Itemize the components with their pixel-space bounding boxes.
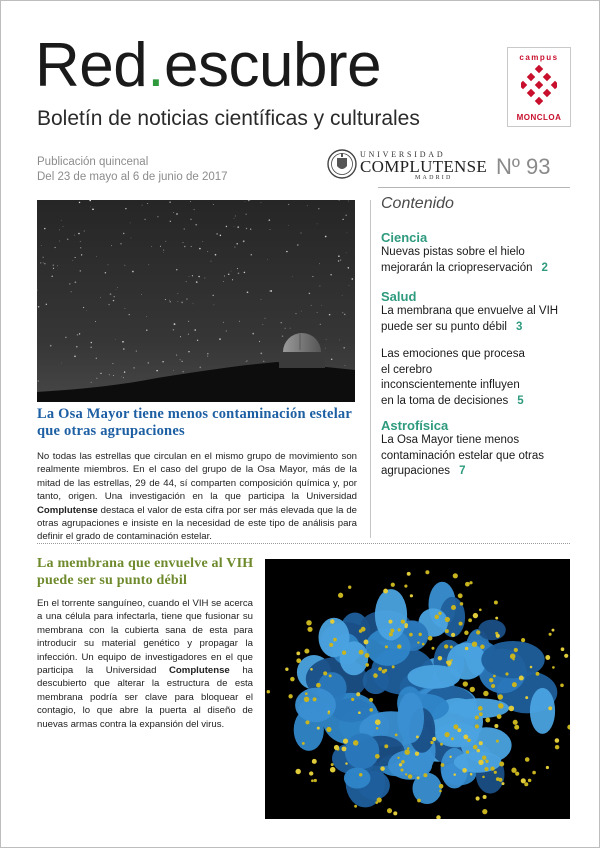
university-city: MADRID — [415, 175, 453, 181]
issue-number: Nº 93 — [496, 154, 551, 179]
campus-moncloa-logo — [507, 47, 571, 127]
contents-entry[interactable] — [381, 245, 571, 276]
title-part2: escubre — [163, 31, 382, 100]
article2-body-text: En el torrente sanguíneo, cuando el VIH se acerca a una célula para infectarla, tiene que fusionar su membrana con la cubierta sana de esta para introducir su material genético y propagar la infección. Un equipo de investigadores en el que participa la Universidad — [37, 598, 253, 677]
newsletter-subtitle: Boletín de noticias científicas y culturales — [37, 107, 420, 130]
contents-entry[interactable] — [381, 347, 531, 409]
contents-entry-text: La Osa Mayor tiene menos contaminación estelar que otras agrupaciones — [381, 434, 545, 477]
publication-dates: Del 23 de mayo al 6 de junio de 2017 — [37, 171, 228, 183]
contents-entry[interactable] — [381, 304, 571, 335]
contents-section-ciencia: Ciencia — [381, 230, 428, 245]
contents-entry-text: Las emociones que procesa el cerebro inconscientemente influyen en la toma de decisiones — [381, 348, 525, 407]
campus-logo-top-text: campus — [519, 53, 559, 62]
cell-micrograph-image — [265, 559, 570, 819]
night-sky-image — [37, 200, 355, 402]
ucm-logo — [327, 147, 488, 183]
contents-entry-page: 3 — [515, 320, 523, 333]
title-dot: . — [147, 31, 164, 100]
contents-entry[interactable] — [381, 433, 565, 480]
article1-body — [37, 450, 357, 544]
contents-entry-text: La membrana que envuelve al VIH puede ser su punto débil — [381, 305, 559, 333]
contents-section-astrofisica: Astrofísica — [381, 418, 449, 433]
article1-body-text-end: destaca el valor de esta cifra por ser más elevada que la de otras agrupaciones e insiste en la necesidad de este tipo de análisis para definir el grado de contaminación estelar. — [37, 504, 357, 543]
contents-entry-page: 5 — [517, 394, 524, 407]
article2-body-highlight: Complutense — [169, 665, 230, 677]
header-divider — [378, 187, 570, 188]
title-part1: Red — [35, 31, 148, 100]
campus-emblem-icon — [521, 65, 557, 109]
contents-section-salud: Salud — [381, 289, 417, 304]
university-name: COMPLUTENSE — [360, 157, 488, 176]
article1-headline[interactable]: La Osa Mayor tiene menos contaminación estelar que otras agrupaciones — [37, 406, 352, 439]
dotted-separator — [37, 543, 570, 544]
publication-info — [37, 155, 228, 185]
contents-entry-page: 2 — [541, 261, 548, 274]
newsletter-title — [35, 33, 381, 99]
contents-entry-text: Nuevas pistas sobre el hielo mejorarán la criopreservación — [381, 246, 533, 274]
article2-body-text-end: ha descubierto que alterar la estructura de esta membrana podría ser clave para bloquear el contagio, lo que abre la puerta al diseño de nuevas armas contra la expansión del virus. — [37, 665, 253, 730]
article2-body — [37, 597, 253, 731]
contents-entry-page: 7 — [459, 465, 466, 477]
publication-frequency: Publicación quincenal — [37, 156, 149, 168]
campus-logo-bottom-text: MONCLOA — [516, 113, 562, 122]
university-label: UNIVERSIDAD — [360, 150, 446, 159]
article2-headline[interactable]: La membrana que envuelve al VIH puede ser su punto débil — [37, 556, 254, 588]
column-divider — [370, 200, 371, 538]
night-sky-observatory-photo — [37, 200, 355, 402]
hiv-infected-cell-photo — [265, 559, 570, 819]
ucm-seal-icon — [327, 147, 357, 181]
article1-body-text: No todas las estrellas que circulan en el mismo grupo de movimiento son realmente miembros. En el caso del grupo de la Osa Mayor, más de la mitad de las estrellas, 29 de 44, sí comparten composición química y, por tanto, origen. Una investigación en la que participa la Universidad — [37, 451, 357, 503]
contents-title: Contenido — [381, 195, 454, 212]
article1-body-highlight: Complutense — [37, 504, 98, 516]
